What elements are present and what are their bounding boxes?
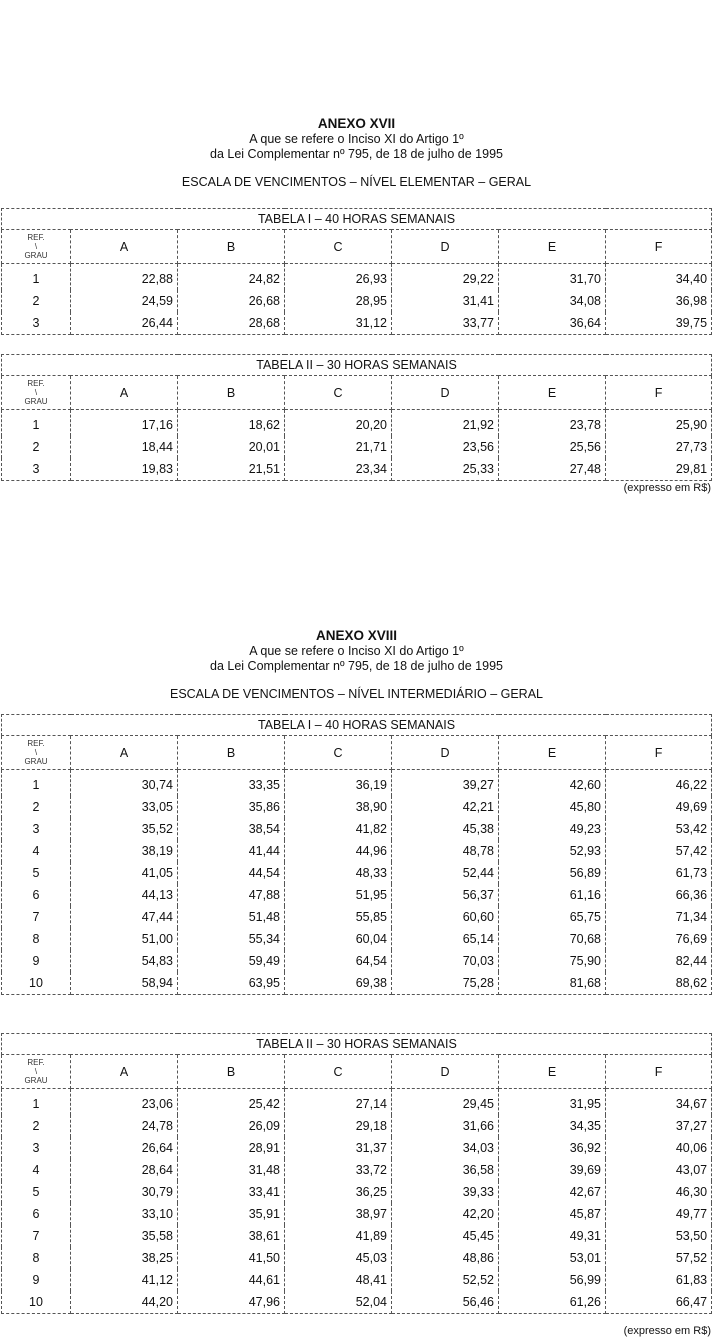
salary-cell: 60,60 bbox=[392, 906, 499, 928]
salary-cell: 34,03 bbox=[392, 1137, 499, 1159]
table-title-row bbox=[2, 355, 712, 376]
salary-cell: 31,37 bbox=[285, 1137, 392, 1159]
salary-cell: 41,82 bbox=[285, 818, 392, 840]
salary-cell: 22,88 bbox=[71, 264, 178, 291]
table-row bbox=[2, 796, 712, 818]
annex-xvii bbox=[0, 116, 713, 193]
salary-cell: 41,50 bbox=[178, 1247, 285, 1269]
column-header: C bbox=[285, 376, 392, 410]
table-row bbox=[2, 436, 712, 458]
table-header-row bbox=[2, 230, 712, 264]
salary-scale-title: ESCALA DE VENCIMENTOS – NÍVEL ELEMENTAR – GERAL bbox=[181, 175, 532, 189]
salary-cell: 35,58 bbox=[71, 1225, 178, 1247]
grau-cell: 1 bbox=[2, 410, 71, 437]
salary-cell: 56,89 bbox=[499, 862, 606, 884]
column-header: F bbox=[606, 736, 712, 770]
salary-cell: 24,78 bbox=[71, 1115, 178, 1137]
table-title: TABELA I – 40 HORAS SEMANAIS bbox=[2, 209, 712, 230]
salary-cell: 37,27 bbox=[606, 1115, 712, 1137]
salary-cell: 38,61 bbox=[178, 1225, 285, 1247]
salary-cell: 46,30 bbox=[606, 1181, 712, 1203]
salary-cell: 34,40 bbox=[606, 264, 712, 291]
salary-cell: 61,16 bbox=[499, 884, 606, 906]
table-row bbox=[2, 290, 712, 312]
grau-cell: 1 bbox=[2, 264, 71, 291]
ref-grau-label: GRAU bbox=[24, 397, 48, 406]
salary-cell: 45,03 bbox=[285, 1247, 392, 1269]
salary-cell: 81,68 bbox=[499, 972, 606, 995]
salary-cell: 31,66 bbox=[392, 1115, 499, 1137]
salary-cell: 28,95 bbox=[285, 290, 392, 312]
salary-cell: 41,89 bbox=[285, 1225, 392, 1247]
ref-grau-label: REF. bbox=[27, 379, 45, 388]
salary-cell: 33,41 bbox=[178, 1181, 285, 1203]
grau-cell: 8 bbox=[2, 1247, 71, 1269]
salary-cell: 82,44 bbox=[606, 950, 712, 972]
grau-cell: 1 bbox=[2, 1089, 71, 1116]
salary-cell: 39,69 bbox=[499, 1159, 606, 1181]
annex-title: ANEXO XVII bbox=[317, 116, 396, 131]
ref-grau-label: \ bbox=[34, 1067, 38, 1076]
salary-cell: 75,28 bbox=[392, 972, 499, 995]
column-header: D bbox=[392, 376, 499, 410]
ref-grau-header bbox=[2, 1055, 71, 1089]
ref-grau-label: GRAU bbox=[24, 1076, 48, 1085]
salary-cell: 61,83 bbox=[606, 1269, 712, 1291]
table-title-row bbox=[2, 209, 712, 230]
salary-cell: 48,78 bbox=[392, 840, 499, 862]
salary-cell: 48,33 bbox=[285, 862, 392, 884]
column-header: A bbox=[71, 230, 178, 264]
salary-table bbox=[1, 208, 712, 335]
salary-cell: 31,12 bbox=[285, 312, 392, 335]
salary-cell: 33,10 bbox=[71, 1203, 178, 1225]
salary-cell: 39,75 bbox=[606, 312, 712, 335]
salary-cell: 45,45 bbox=[392, 1225, 499, 1247]
salary-cell: 53,42 bbox=[606, 818, 712, 840]
salary-cell: 52,04 bbox=[285, 1291, 392, 1314]
annex-title: ANEXO XVIII bbox=[315, 628, 398, 643]
salary-cell: 44,20 bbox=[71, 1291, 178, 1314]
ref-grau-header bbox=[2, 230, 71, 264]
column-header: A bbox=[71, 376, 178, 410]
salary-cell: 29,45 bbox=[392, 1089, 499, 1116]
salary-cell: 21,71 bbox=[285, 436, 392, 458]
salary-cell: 44,13 bbox=[71, 884, 178, 906]
salary-cell: 40,06 bbox=[606, 1137, 712, 1159]
salary-cell: 61,26 bbox=[499, 1291, 606, 1314]
table-row bbox=[2, 1115, 712, 1137]
salary-cell: 21,51 bbox=[178, 458, 285, 481]
salary-cell: 36,25 bbox=[285, 1181, 392, 1203]
column-header: C bbox=[285, 1055, 392, 1089]
table-row bbox=[2, 264, 712, 291]
salary-cell: 55,34 bbox=[178, 928, 285, 950]
salary-cell: 70,03 bbox=[392, 950, 499, 972]
salary-cell: 27,48 bbox=[499, 458, 606, 481]
salary-cell: 44,54 bbox=[178, 862, 285, 884]
table-row bbox=[2, 950, 712, 972]
salary-cell: 17,16 bbox=[71, 410, 178, 437]
salary-cell: 38,54 bbox=[178, 818, 285, 840]
salary-cell: 42,67 bbox=[499, 1181, 606, 1203]
column-header: B bbox=[178, 1055, 285, 1089]
salary-cell: 28,64 bbox=[71, 1159, 178, 1181]
salary-cell: 64,54 bbox=[285, 950, 392, 972]
salary-cell: 42,60 bbox=[499, 770, 606, 797]
salary-cell: 23,56 bbox=[392, 436, 499, 458]
column-header: F bbox=[606, 1055, 712, 1089]
grau-cell: 6 bbox=[2, 1203, 71, 1225]
salary-cell: 57,42 bbox=[606, 840, 712, 862]
salary-cell: 26,93 bbox=[285, 264, 392, 291]
salary-cell: 52,93 bbox=[499, 840, 606, 862]
salary-cell: 38,97 bbox=[285, 1203, 392, 1225]
salary-cell: 49,77 bbox=[606, 1203, 712, 1225]
salary-cell: 45,87 bbox=[499, 1203, 606, 1225]
salary-cell: 24,59 bbox=[71, 290, 178, 312]
salary-cell: 75,90 bbox=[499, 950, 606, 972]
table-row bbox=[2, 928, 712, 950]
annex-law-line: da Lei Complementar nº 795, de 18 de julho de 1995 bbox=[210, 659, 503, 673]
column-header: B bbox=[178, 736, 285, 770]
table-row bbox=[2, 1137, 712, 1159]
grau-cell: 5 bbox=[2, 862, 71, 884]
ref-grau-label: \ bbox=[34, 748, 38, 757]
salary-cell: 29,81 bbox=[606, 458, 712, 481]
salary-cell: 56,46 bbox=[392, 1291, 499, 1314]
salary-cell: 47,96 bbox=[178, 1291, 285, 1314]
table-row bbox=[2, 840, 712, 862]
salary-cell: 46,22 bbox=[606, 770, 712, 797]
salary-cell: 26,64 bbox=[71, 1137, 178, 1159]
ref-grau-label: GRAU bbox=[24, 757, 48, 766]
salary-cell: 36,58 bbox=[392, 1159, 499, 1181]
salary-cell: 49,69 bbox=[606, 796, 712, 818]
grau-cell: 6 bbox=[2, 884, 71, 906]
column-header: F bbox=[606, 230, 712, 264]
salary-cell: 26,09 bbox=[178, 1115, 285, 1137]
salary-cell: 56,99 bbox=[499, 1269, 606, 1291]
salary-cell: 36,92 bbox=[499, 1137, 606, 1159]
salary-cell: 29,18 bbox=[285, 1115, 392, 1137]
grau-cell: 5 bbox=[2, 1181, 71, 1203]
grau-cell: 3 bbox=[2, 458, 71, 481]
salary-cell: 23,34 bbox=[285, 458, 392, 481]
salary-cell: 33,35 bbox=[178, 770, 285, 797]
salary-cell: 34,08 bbox=[499, 290, 606, 312]
salary-cell: 26,44 bbox=[71, 312, 178, 335]
grau-cell: 1 bbox=[2, 770, 71, 797]
salary-cell: 56,37 bbox=[392, 884, 499, 906]
salary-cell: 33,05 bbox=[71, 796, 178, 818]
salary-cell: 31,41 bbox=[392, 290, 499, 312]
salary-cell: 60,04 bbox=[285, 928, 392, 950]
salary-cell: 51,48 bbox=[178, 906, 285, 928]
ref-grau-label: \ bbox=[34, 242, 38, 251]
salary-cell: 38,19 bbox=[71, 840, 178, 862]
salary-cell: 26,68 bbox=[178, 290, 285, 312]
grau-cell: 2 bbox=[2, 1115, 71, 1137]
salary-cell: 71,34 bbox=[606, 906, 712, 928]
salary-cell: 33,72 bbox=[285, 1159, 392, 1181]
ref-grau-label: REF. bbox=[27, 1058, 45, 1067]
salary-cell: 88,62 bbox=[606, 972, 712, 995]
table-row bbox=[2, 770, 712, 797]
salary-cell: 38,25 bbox=[71, 1247, 178, 1269]
salary-cell: 36,64 bbox=[499, 312, 606, 335]
salary-cell: 58,94 bbox=[71, 972, 178, 995]
salary-cell: 33,77 bbox=[392, 312, 499, 335]
salary-cell: 55,85 bbox=[285, 906, 392, 928]
table-row bbox=[2, 1247, 712, 1269]
salary-cell: 76,69 bbox=[606, 928, 712, 950]
table-row bbox=[2, 410, 712, 437]
salary-cell: 57,52 bbox=[606, 1247, 712, 1269]
table-header-row bbox=[2, 376, 712, 410]
table-row bbox=[2, 458, 712, 481]
salary-cell: 44,61 bbox=[178, 1269, 285, 1291]
salary-cell: 66,47 bbox=[606, 1291, 712, 1314]
column-header: D bbox=[392, 736, 499, 770]
grau-cell: 10 bbox=[2, 972, 71, 995]
column-header: E bbox=[499, 230, 606, 264]
salary-cell: 65,14 bbox=[392, 928, 499, 950]
salary-cell: 30,79 bbox=[71, 1181, 178, 1203]
salary-cell: 39,33 bbox=[392, 1181, 499, 1203]
column-header: A bbox=[71, 1055, 178, 1089]
salary-cell: 23,06 bbox=[71, 1089, 178, 1116]
salary-cell: 20,20 bbox=[285, 410, 392, 437]
salary-cell: 45,80 bbox=[499, 796, 606, 818]
column-header: B bbox=[178, 230, 285, 264]
column-header: A bbox=[71, 736, 178, 770]
salary-cell: 63,95 bbox=[178, 972, 285, 995]
salary-cell: 53,01 bbox=[499, 1247, 606, 1269]
table-row bbox=[2, 1089, 712, 1116]
annex-reference-line: A que se refere o Inciso XI do Artigo 1º bbox=[249, 644, 464, 658]
salary-cell: 65,75 bbox=[499, 906, 606, 928]
column-header: E bbox=[499, 376, 606, 410]
salary-cell: 25,56 bbox=[499, 436, 606, 458]
grau-cell: 9 bbox=[2, 1269, 71, 1291]
salary-cell: 34,67 bbox=[606, 1089, 712, 1116]
grau-cell: 2 bbox=[2, 290, 71, 312]
salary-cell: 31,95 bbox=[499, 1089, 606, 1116]
column-header: F bbox=[606, 376, 712, 410]
grau-cell: 3 bbox=[2, 312, 71, 335]
table-title: TABELA II – 30 HORAS SEMANAIS bbox=[2, 355, 712, 376]
salary-cell: 27,73 bbox=[606, 436, 712, 458]
salary-cell: 29,22 bbox=[392, 264, 499, 291]
salary-cell: 47,44 bbox=[71, 906, 178, 928]
salary-cell: 59,49 bbox=[178, 950, 285, 972]
table-row bbox=[2, 1181, 712, 1203]
salary-cell: 25,42 bbox=[178, 1089, 285, 1116]
salary-cell: 30,74 bbox=[71, 770, 178, 797]
table-row bbox=[2, 1203, 712, 1225]
salary-cell: 19,83 bbox=[71, 458, 178, 481]
table-row bbox=[2, 818, 712, 840]
ref-grau-label: REF. bbox=[27, 739, 45, 748]
grau-cell: 9 bbox=[2, 950, 71, 972]
annex-reference-line: A que se refere o Inciso XI do Artigo 1º bbox=[249, 132, 464, 146]
salary-cell: 45,38 bbox=[392, 818, 499, 840]
salary-cell: 36,19 bbox=[285, 770, 392, 797]
ref-grau-header bbox=[2, 376, 71, 410]
column-header: E bbox=[499, 1055, 606, 1089]
salary-cell: 25,90 bbox=[606, 410, 712, 437]
grau-cell: 8 bbox=[2, 928, 71, 950]
salary-cell: 70,68 bbox=[499, 928, 606, 950]
salary-cell: 24,82 bbox=[178, 264, 285, 291]
grau-cell: 2 bbox=[2, 436, 71, 458]
column-header: D bbox=[392, 230, 499, 264]
salary-cell: 25,33 bbox=[392, 458, 499, 481]
salary-scale-title: ESCALA DE VENCIMENTOS – NÍVEL INTERMEDIÁRIO – GERAL bbox=[169, 687, 544, 701]
salary-cell: 35,86 bbox=[178, 796, 285, 818]
salary-cell: 31,70 bbox=[499, 264, 606, 291]
salary-cell: 66,36 bbox=[606, 884, 712, 906]
column-header: C bbox=[285, 736, 392, 770]
salary-cell: 36,98 bbox=[606, 290, 712, 312]
annex-law-line: da Lei Complementar nº 795, de 18 de julho de 1995 bbox=[210, 147, 503, 161]
ref-grau-header bbox=[2, 736, 71, 770]
table-header-row bbox=[2, 1055, 712, 1089]
salary-cell: 54,83 bbox=[71, 950, 178, 972]
salary-cell: 39,27 bbox=[392, 770, 499, 797]
salary-cell: 48,41 bbox=[285, 1269, 392, 1291]
salary-cell: 18,62 bbox=[178, 410, 285, 437]
grau-cell: 10 bbox=[2, 1291, 71, 1314]
salary-cell: 34,35 bbox=[499, 1115, 606, 1137]
salary-cell: 23,78 bbox=[499, 410, 606, 437]
grau-cell: 2 bbox=[2, 796, 71, 818]
salary-cell: 69,38 bbox=[285, 972, 392, 995]
grau-cell: 7 bbox=[2, 1225, 71, 1247]
salary-cell: 48,86 bbox=[392, 1247, 499, 1269]
salary-cell: 20,01 bbox=[178, 436, 285, 458]
salary-cell: 49,31 bbox=[499, 1225, 606, 1247]
annex-xviii bbox=[0, 628, 713, 705]
grau-cell: 7 bbox=[2, 906, 71, 928]
table-row bbox=[2, 1269, 712, 1291]
salary-cell: 42,20 bbox=[392, 1203, 499, 1225]
column-header: C bbox=[285, 230, 392, 264]
salary-cell: 38,90 bbox=[285, 796, 392, 818]
column-header: B bbox=[178, 376, 285, 410]
salary-table bbox=[1, 1033, 712, 1314]
salary-cell: 27,14 bbox=[285, 1089, 392, 1116]
currency-note: (expresso em R$) bbox=[623, 482, 711, 494]
grau-cell: 4 bbox=[2, 840, 71, 862]
table-title: TABELA I – 40 HORAS SEMANAIS bbox=[2, 715, 712, 736]
table-row bbox=[2, 1291, 712, 1314]
table-row bbox=[2, 1225, 712, 1247]
salary-cell: 61,73 bbox=[606, 862, 712, 884]
salary-cell: 35,91 bbox=[178, 1203, 285, 1225]
table-row bbox=[2, 972, 712, 995]
salary-cell: 51,00 bbox=[71, 928, 178, 950]
salary-table bbox=[1, 354, 712, 481]
salary-cell: 52,44 bbox=[392, 862, 499, 884]
table-row bbox=[2, 906, 712, 928]
salary-cell: 42,21 bbox=[392, 796, 499, 818]
salary-cell: 41,12 bbox=[71, 1269, 178, 1291]
currency-note: (expresso em R$) bbox=[623, 1325, 711, 1337]
ref-grau-label: GRAU bbox=[24, 251, 48, 260]
salary-cell: 53,50 bbox=[606, 1225, 712, 1247]
salary-cell: 28,68 bbox=[178, 312, 285, 335]
salary-cell: 41,44 bbox=[178, 840, 285, 862]
salary-cell: 21,92 bbox=[392, 410, 499, 437]
column-header: D bbox=[392, 1055, 499, 1089]
salary-cell: 35,52 bbox=[71, 818, 178, 840]
table-title-row bbox=[2, 1034, 712, 1055]
table-row bbox=[2, 312, 712, 335]
ref-grau-label: REF. bbox=[27, 233, 45, 242]
table-row bbox=[2, 1159, 712, 1181]
table-title-row bbox=[2, 715, 712, 736]
salary-cell: 18,44 bbox=[71, 436, 178, 458]
table-row bbox=[2, 884, 712, 906]
salary-cell: 52,52 bbox=[392, 1269, 499, 1291]
table-header-row bbox=[2, 736, 712, 770]
salary-cell: 41,05 bbox=[71, 862, 178, 884]
salary-cell: 49,23 bbox=[499, 818, 606, 840]
table-title: TABELA II – 30 HORAS SEMANAIS bbox=[2, 1034, 712, 1055]
grau-cell: 3 bbox=[2, 1137, 71, 1159]
salary-cell: 28,91 bbox=[178, 1137, 285, 1159]
salary-cell: 31,48 bbox=[178, 1159, 285, 1181]
grau-cell: 4 bbox=[2, 1159, 71, 1181]
salary-cell: 44,96 bbox=[285, 840, 392, 862]
ref-grau-label: \ bbox=[34, 388, 38, 397]
grau-cell: 3 bbox=[2, 818, 71, 840]
salary-cell: 47,88 bbox=[178, 884, 285, 906]
salary-table bbox=[1, 714, 712, 995]
column-header: E bbox=[499, 736, 606, 770]
salary-cell: 51,95 bbox=[285, 884, 392, 906]
table-row bbox=[2, 862, 712, 884]
salary-cell: 43,07 bbox=[606, 1159, 712, 1181]
